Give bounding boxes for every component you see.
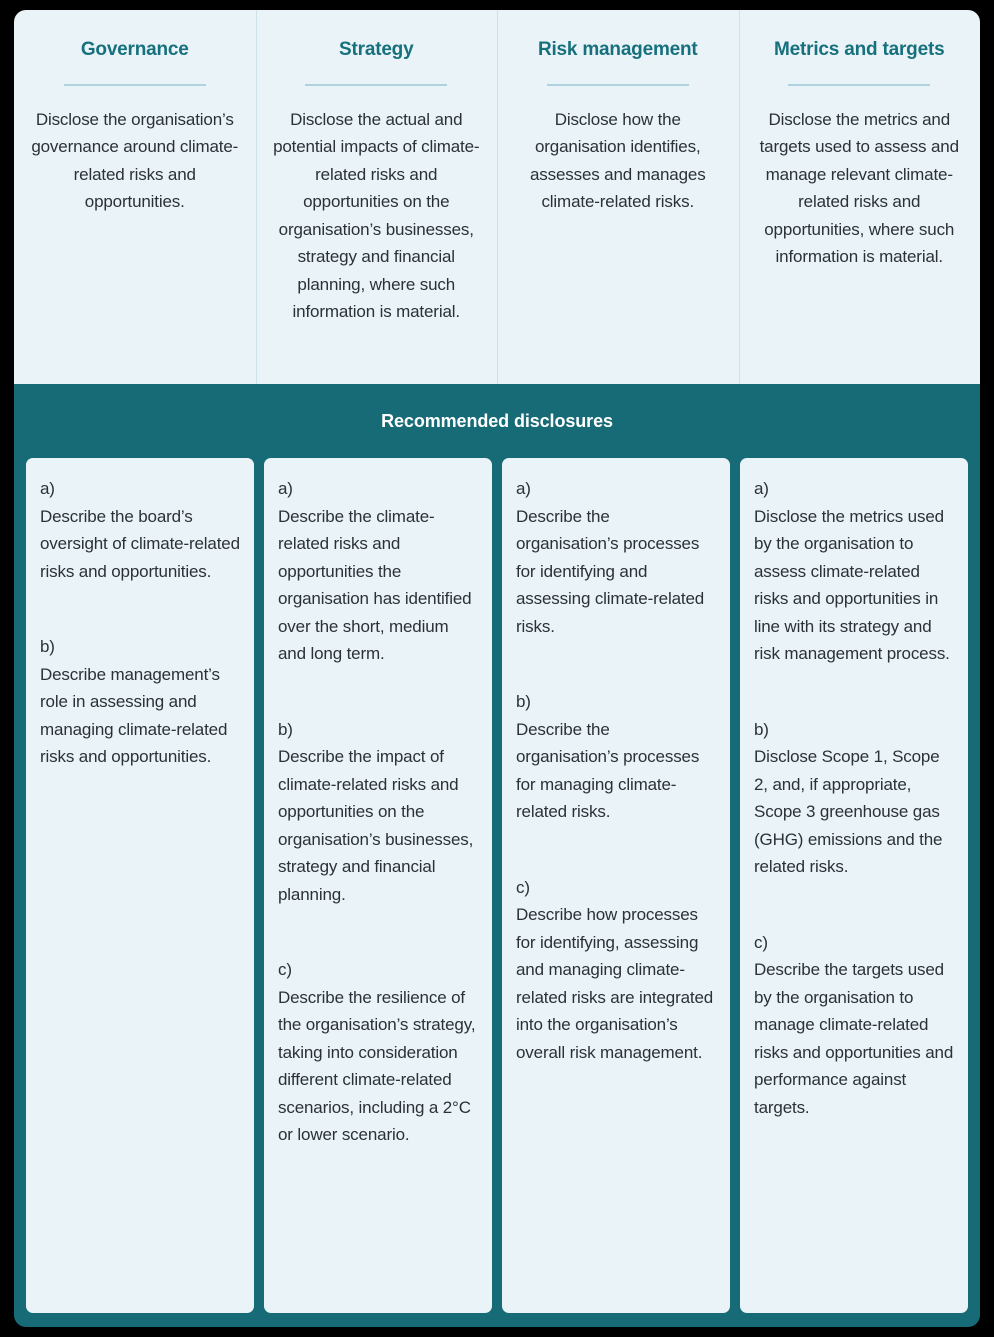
- pillar-strategy: [256, 10, 498, 384]
- pillar-risk-management: [497, 10, 739, 384]
- disclosure-item-text: Disclose the metrics used by the organisation to assess climate-related risks and opportunities in line with its strategy and risk management process.: [754, 506, 950, 663]
- disclosure-item-label: b): [40, 637, 55, 656]
- pillar-metrics-and-targets: [739, 10, 981, 384]
- disclosure-item-text: Describe the targets used by the organisation to manage climate-related risks and opportunities and performance against targets.: [754, 960, 954, 1117]
- pillar-description-strategy: Disclose the actual and potential impacts of climate-related risks and opportunities on the organisation’s businesses, strategy and financial planning, where such information is material.: [273, 109, 480, 321]
- pillar-divider-risk-management: [547, 84, 689, 86]
- recommended-disclosures-title: Recommended disclosures: [381, 410, 613, 431]
- disclosure-item: [516, 874, 716, 1067]
- disclosure-item-label: a): [516, 479, 531, 498]
- pillar-title-governance: Governance: [80, 39, 189, 60]
- disclosure-card-governance: [26, 458, 254, 1313]
- disclosure-item: [278, 956, 478, 1149]
- disclosure-item: [754, 475, 954, 668]
- disclosure-item-text: Describe how processes for identifying, assessing and managing climate-related risks are integrated into the organisation’s overall risk management.: [516, 905, 714, 1062]
- disclosure-item-text: Describe management’s role in assessing and managing climate-related risks and opportunities.: [40, 664, 228, 766]
- pillar-title-risk-management: Risk management: [537, 39, 698, 60]
- disclosure-item-label: c): [278, 960, 292, 979]
- disclosure-item-text: Describe the climate-related risks and opportunities the organisation has identified over the short, medium and long term.: [278, 506, 472, 663]
- pillar-divider-metrics-and-targets: [788, 84, 930, 86]
- recommended-disclosures-banner: [14, 384, 980, 458]
- pillar-title-metrics-and-targets: Metrics and targets: [774, 39, 945, 60]
- disclosure-item-text: Disclose Scope 1, Scope 2, and, if appropriate, Scope 3 greenhouse gas (GHG) emissions and the related risks.: [754, 747, 943, 876]
- disclosure-card-metrics-and-targets: [740, 458, 968, 1313]
- disclosure-item: [754, 716, 954, 881]
- disclosure-item: [278, 716, 478, 909]
- disclosure-item: [516, 688, 716, 826]
- disclosure-item: [754, 929, 954, 1122]
- disclosure-item-text: Describe the organisation’s processes for managing climate-related risks.: [516, 719, 700, 821]
- disclosure-item-text: Describe the organisation’s processes for identifying and assessing climate-related risks.: [516, 506, 705, 636]
- pillar-description-risk-management: Disclose how the organisation identifies, assesses and manages climate-related risks.: [529, 109, 706, 211]
- pillar-description-metrics-and-targets: Disclose the metrics and targets used to assess and manage relevant climate-related risks and opportunities, where such information is material.: [759, 109, 959, 266]
- pillar-description-governance: Disclose the organisation’s governance around climate-related risks and opportunities.: [31, 109, 239, 211]
- disclosure-item-label: a): [278, 479, 293, 498]
- pillar-title-strategy: Strategy: [339, 39, 414, 60]
- disclosure-item-label: b): [278, 719, 293, 739]
- disclosure-item-label: a): [40, 479, 55, 498]
- disclosure-item-label: c): [754, 932, 768, 952]
- disclosure-item-text: Describe the board’s oversight of climate-related risks and opportunities.: [40, 506, 240, 581]
- disclosure-item: [516, 475, 716, 640]
- pillar-divider-governance: [64, 84, 206, 86]
- pillars-section: [14, 10, 980, 384]
- disclosure-item: [40, 633, 240, 771]
- disclosure-item-text: Describe the impact of climate-related risks and opportunities on the organisation’s businesses, strategy and financial planning.: [278, 747, 474, 904]
- disclosure-item-text: Describe the resilience of the organisation’s strategy, taking into consideration different climate-related scenarios, including a 2°C or lower scenario.: [278, 987, 476, 1144]
- disclosure-cards-row: [14, 458, 980, 1327]
- disclosure-item-label: c): [516, 877, 530, 897]
- disclosure-item-label: b): [516, 692, 531, 711]
- disclosure-card-strategy: [264, 458, 492, 1313]
- pillar-divider-strategy: [305, 84, 447, 86]
- recommended-disclosures-section: [14, 384, 980, 1327]
- disclosure-item: [40, 475, 240, 585]
- pillar-governance: [14, 10, 256, 384]
- disclosure-card-risk-management: [502, 458, 730, 1313]
- disclosure-item-label: a): [754, 479, 769, 498]
- disclosure-item-label: b): [754, 719, 769, 739]
- disclosure-item: [278, 475, 478, 668]
